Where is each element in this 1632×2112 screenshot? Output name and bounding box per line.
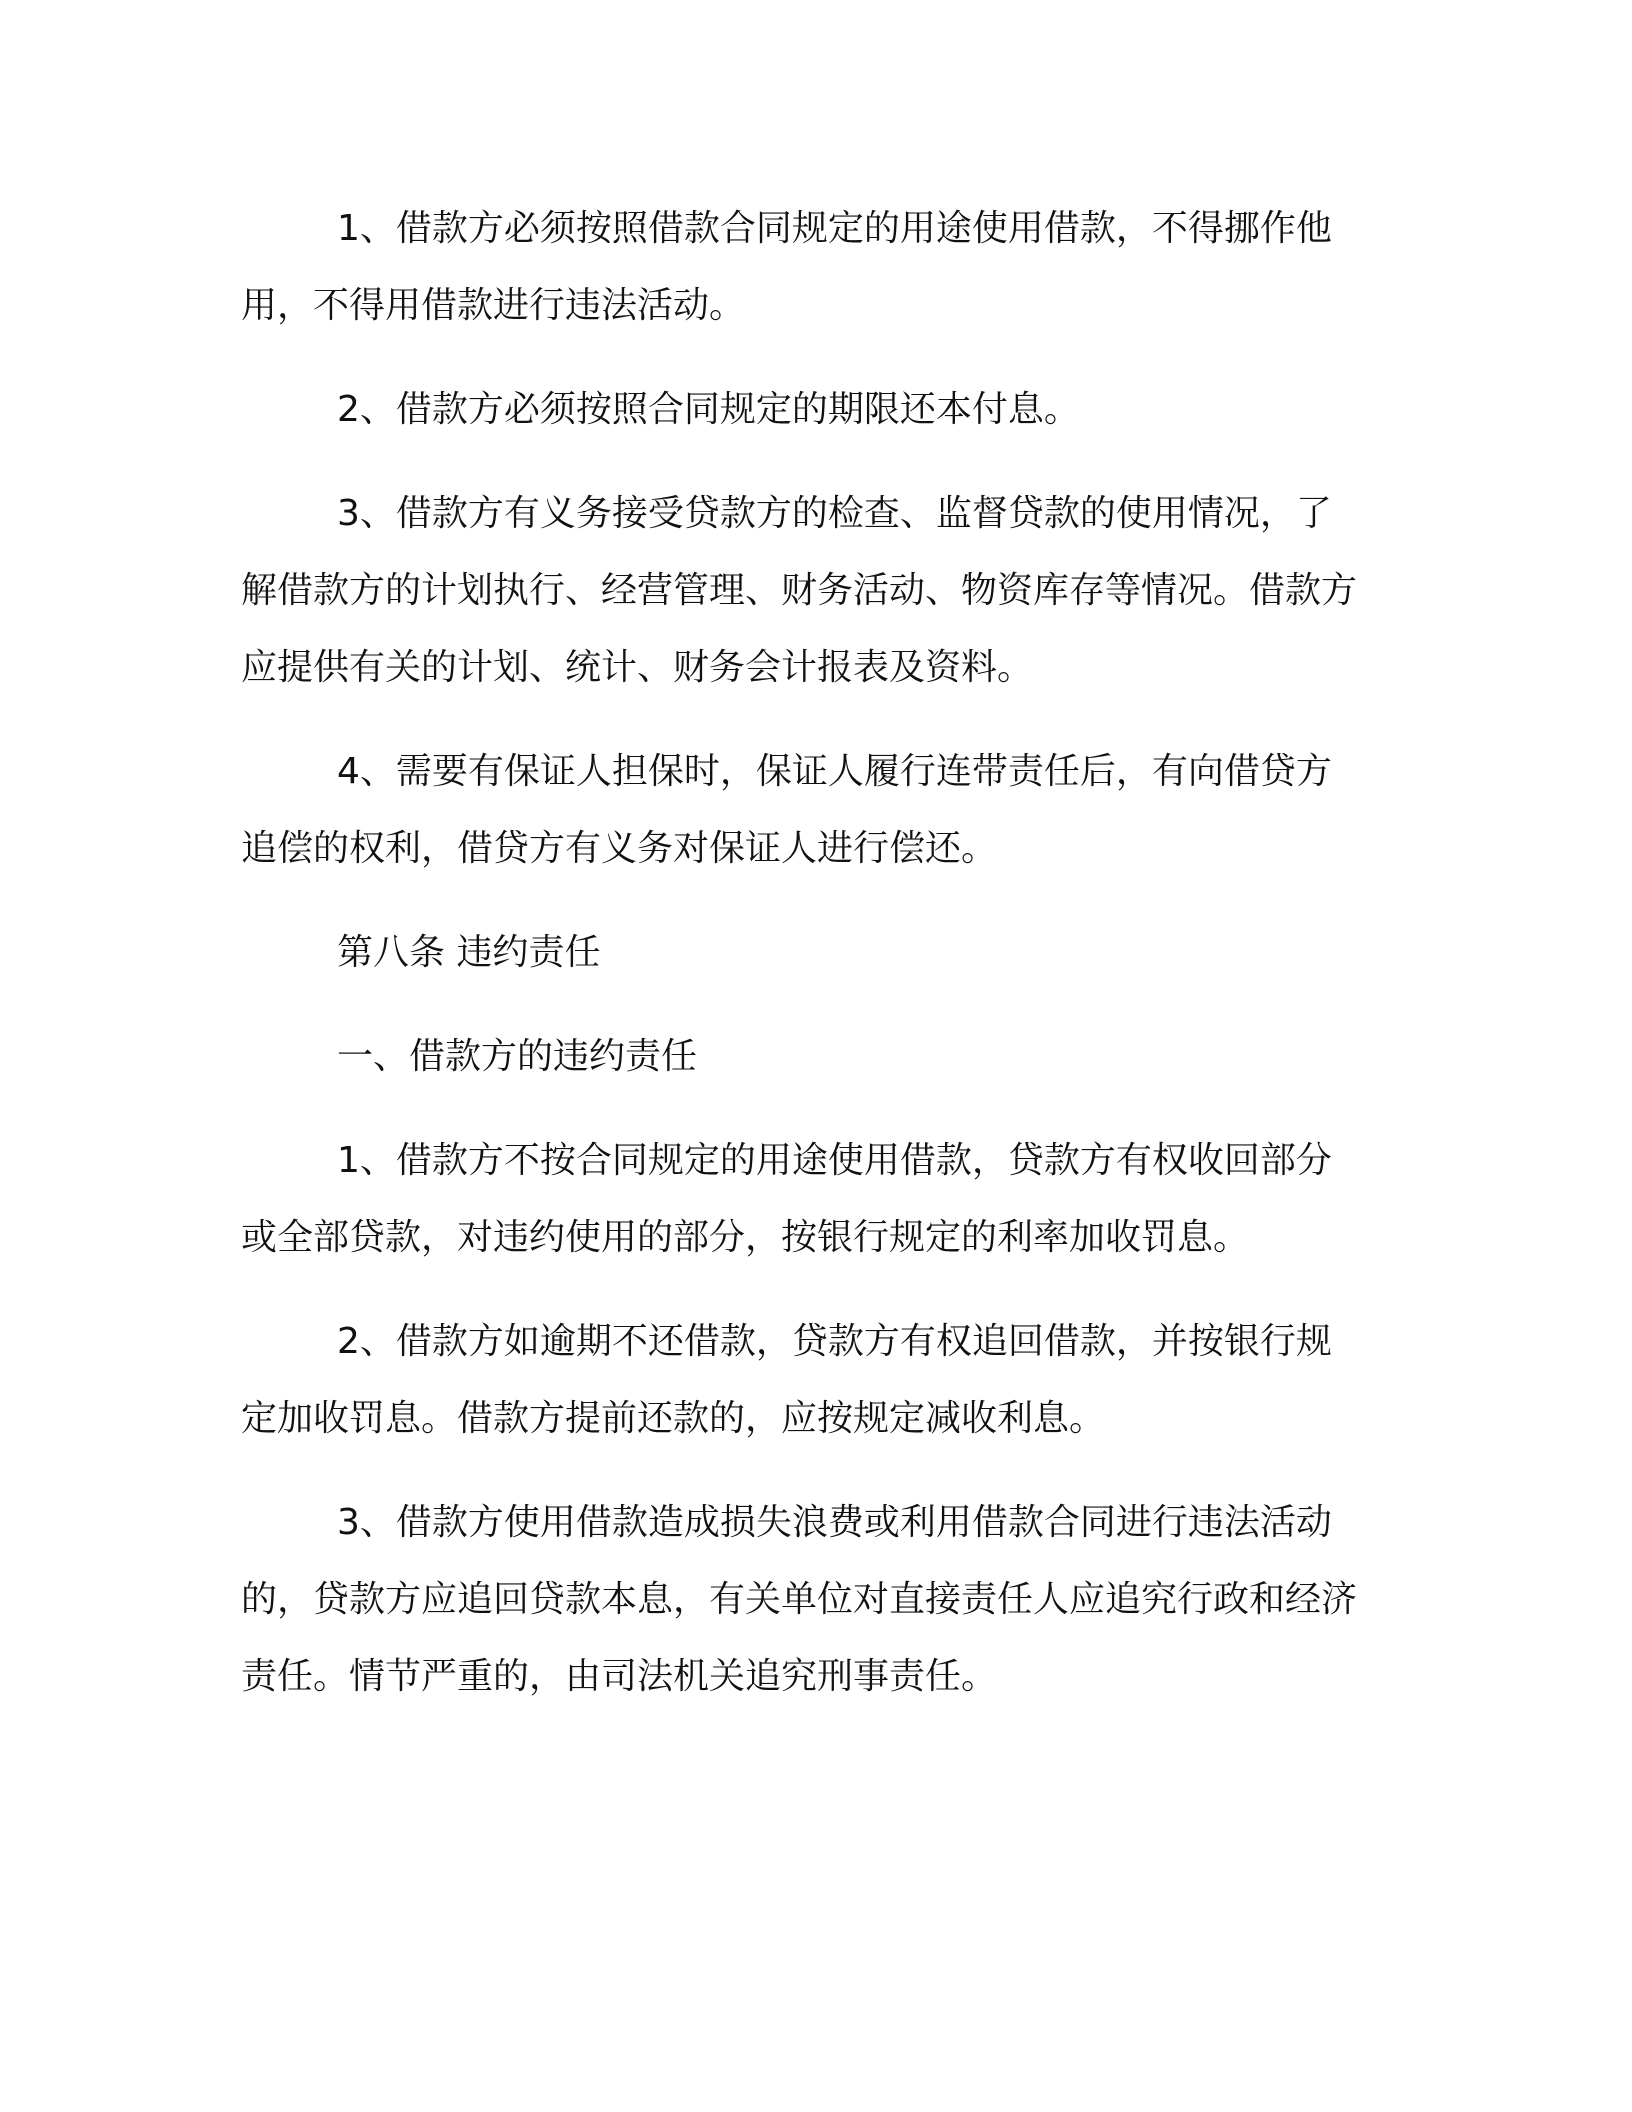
paragraph-overdue-penalty: 2、借款方如逾期不还借款，贷款方有权追回借款，并按银行规定加收罚息。借款方提前还款的，应按规定减收利息。 bbox=[241, 1321, 1332, 1439]
paragraph-misuse-penalty: 1、借款方不按合同规定的用途使用借款，贷款方有权收回部分或全部贷款，对违约使用的部分，按银行规定的利率加收罚息。 bbox=[241, 1140, 1332, 1258]
paragraph-loss-and-illegal-activity: 3、借款方使用借款造成损失浪费或利用借款合同进行违法活动的，贷款方应追回贷款本息，有关单位对直接责任人应追究行政和经济责任。情节严重的，由司法机关追究刑事责任。 bbox=[241, 1502, 1358, 1697]
section-borrower-liability-heading: 一、借款方的违约责任 bbox=[337, 1036, 698, 1077]
paragraph-guarantor-recourse: 4、需要有保证人担保时，保证人履行连带责任后，有向借贷方追偿的权利，借贷方有义务对保证人进行偿还。 bbox=[241, 751, 1332, 869]
article-eight-heading: 第八条 违约责任 bbox=[337, 932, 601, 973]
document-body bbox=[241, 190, 1367, 1742]
paragraph-borrower-use-of-loan: 1、借款方必须按照借款合同规定的用途使用借款，不得挪作他用，不得用借款进行违法活动。 bbox=[241, 208, 1332, 326]
paragraph-repayment-term: 2、借款方必须按照合同规定的期限还本付息。 bbox=[337, 389, 1080, 430]
paragraph-inspection-supervision: 3、借款方有义务接受贷款方的检查、监督贷款的使用情况，了解借款方的计划执行、经营管理、财务活动、物资库存等情况。借款方应提供有关的计划、统计、财务会计报表及资料。 bbox=[241, 493, 1358, 688]
